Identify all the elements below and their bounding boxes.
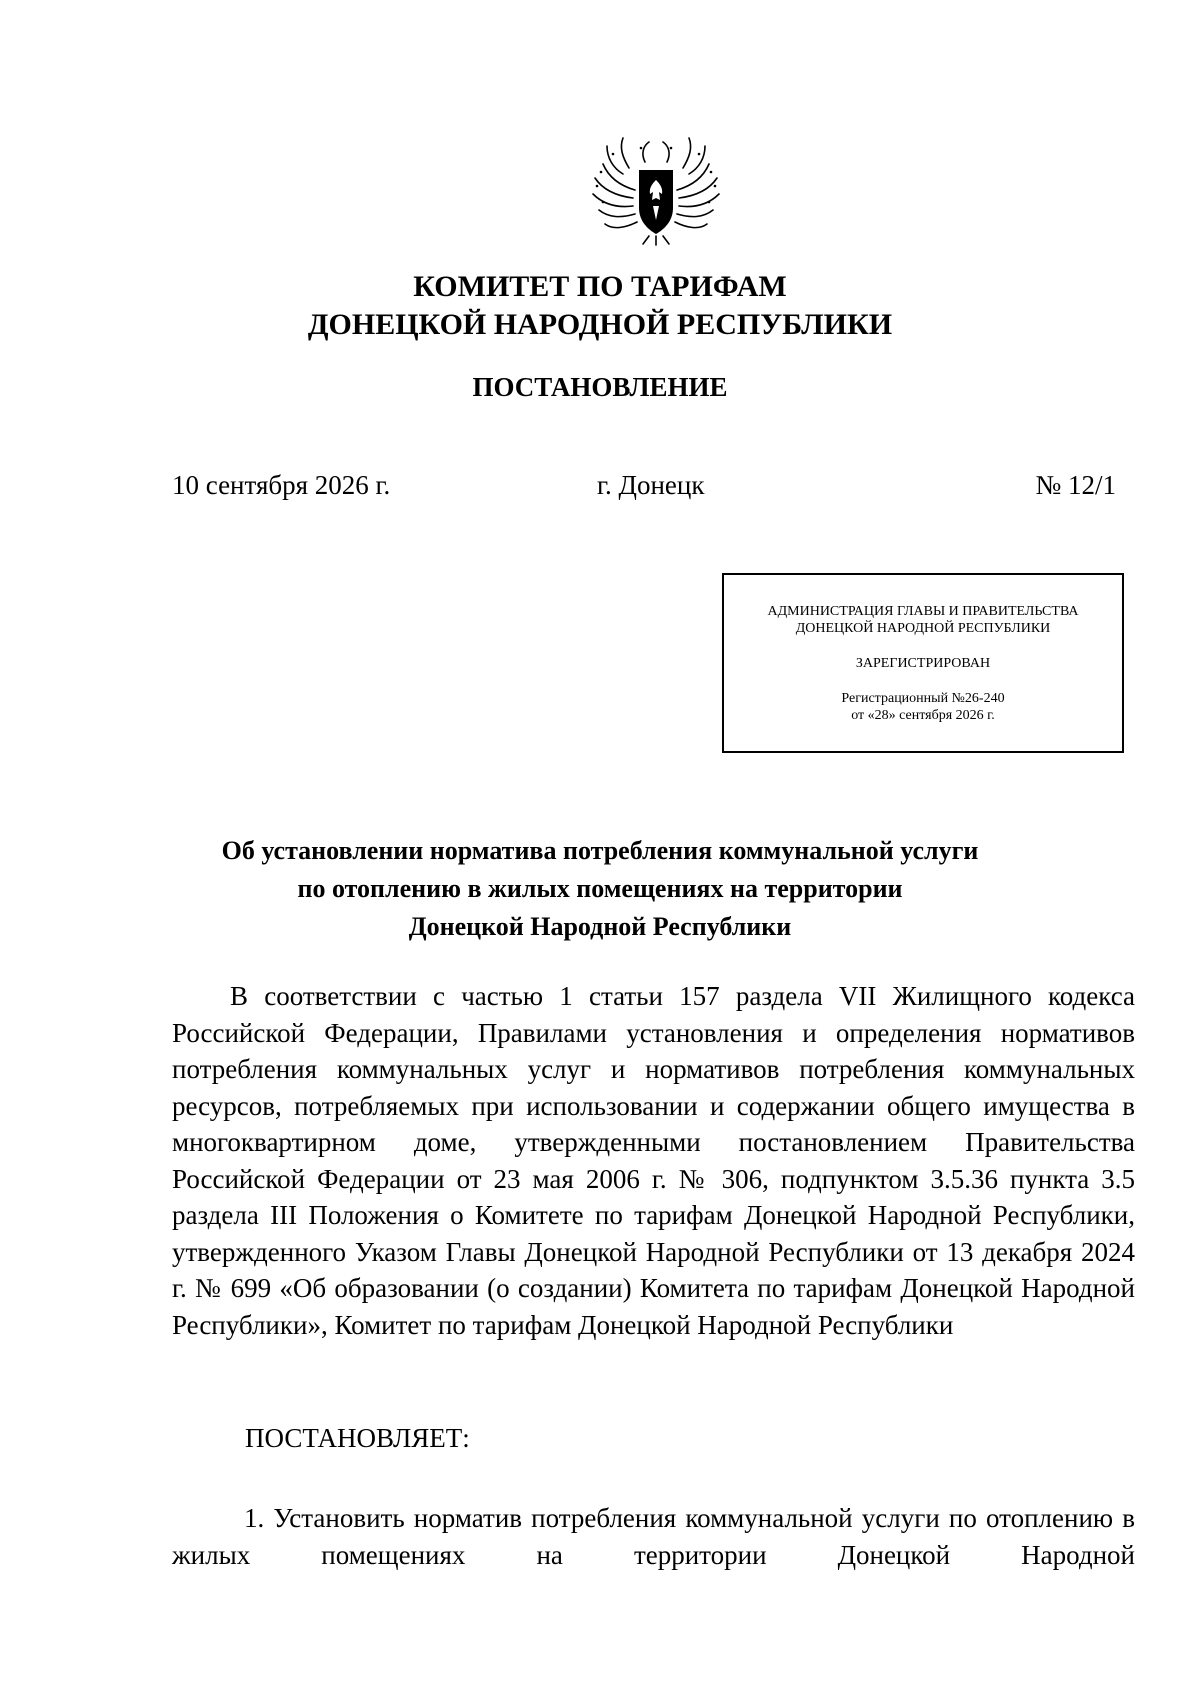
stamp-status: ЗАРЕГИСТРИРОВАН [855,656,991,671]
document-number: № 12/1 [1035,470,1116,500]
document-city: г. Донецк [597,470,705,500]
stamp-registration [724,690,1122,724]
dpr-coat-of-arms-icon [583,128,729,246]
document-type: ПОСТАНОВЛЕНИЕ [472,372,728,402]
resolves-heading: ПОСТАНОВЛЯЕТ: [245,1423,470,1453]
agency-title-line2: ДОНЕЦКОЙ НАРОДНОЙ РЕСПУБЛИКИ [307,308,893,341]
stamp-authority-line2: ДОНЕЦКОЙ НАРОДНОЙ РЕСПУБЛИКИ [795,621,1051,636]
document-date: 10 сентября 2026 г. [172,470,391,500]
stamp-registration-date: от «28» сентября 2026 г. [851,708,995,723]
decree-title-line3: Донецкой Народной Республики [408,912,792,941]
agency-title [0,268,1200,344]
decree-title-line2: по отоплению в жилых помещениях на территории [297,874,903,903]
decree-title-line1: Об установлении норматива потребления коммунальной услуги [221,836,979,865]
decree-title [0,832,1200,946]
preamble-paragraph: В соответствии с частью 1 статьи 157 раздела VII Жилищного кодекса Российской Федерации, Правилами установления и определения нормативов потребления коммунальных услуг и нормативов потребления коммунальных ресурсов, потребляемых при использовании и содержании общего имущества в многоквартирном доме, утвержденными постановлением Правительства Российской Федерации от 23 мая 2006 г. № 306, подпунктом 3.5.36 пункта 3.5 раздела III Положения о Комитете по тарифам Донецкой Народной Республики, утвержденного Указом Главы Донецкой Народной Республики от 13 декабря 2024 г. № 699 «Об образовании (о создании) Комитета по тарифам Донецкой Народной Республики», Комитет по тарифам Донецкой Народной Республики [172,981,1135,1340]
stamp-authority-line1: АДМИНИСТРАЦИЯ ГЛАВЫ И ПРАВИТЕЛЬСТВА [767,604,1079,619]
registration-stamp [722,573,1124,753]
stamp-authority [724,603,1122,637]
agency-title-line1: КОМИТЕТ ПО ТАРИФАМ [413,270,787,303]
stamp-registration-number: Регистрационный №26-240 [841,691,1005,706]
clause-1: 1. Установить норматив потребления коммунальной услуги по отоплению в жилых помещениях на территории Донецкой Народной [172,1503,1135,1570]
